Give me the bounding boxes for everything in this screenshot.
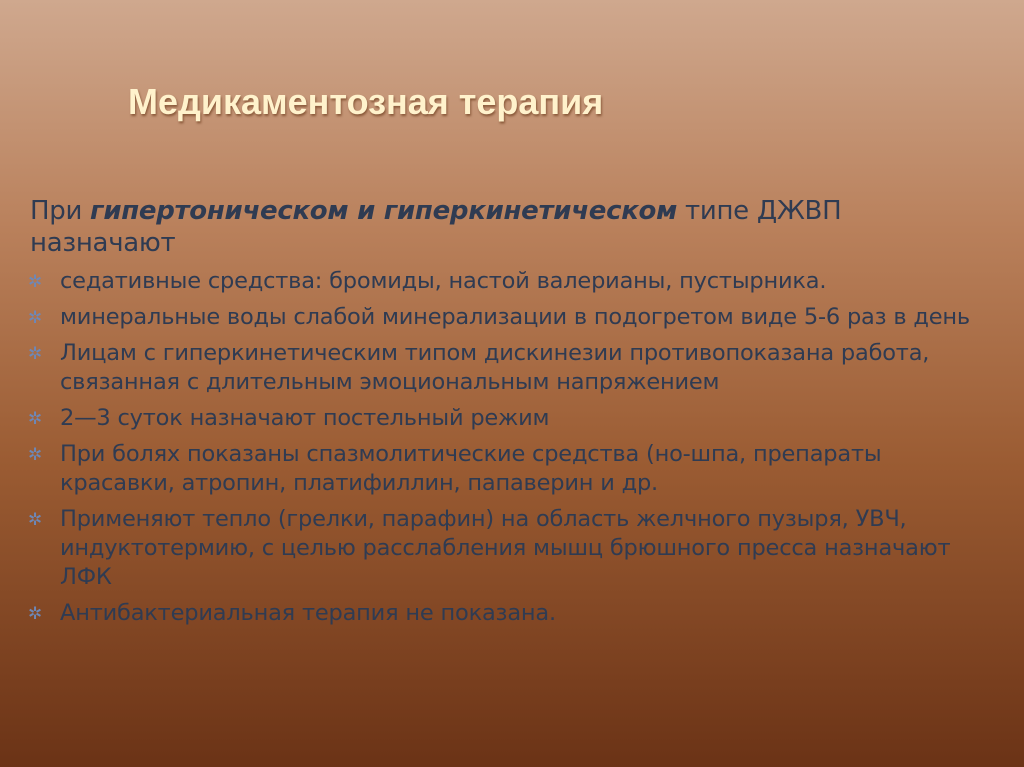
intro-suffix: типе ДЖВП назначают (30, 196, 842, 258)
asterisk-icon: ✲ (28, 409, 43, 429)
asterisk-icon: ✲ (28, 445, 43, 465)
bullet-list (30, 267, 990, 628)
intro-emphasis: гипертоническом и гиперкинетическом (90, 196, 678, 226)
bullet-item (30, 505, 990, 592)
bullet-item (30, 303, 990, 332)
bullet-text: седативные средства: бромиды, настой валерианы, пустырника. (60, 268, 827, 294)
bullet-item (30, 440, 990, 498)
asterisk-icon: ✲ (28, 604, 43, 624)
bullet-item (30, 599, 990, 628)
bullet-text: 2—3 суток назначают постельный режим (60, 405, 550, 431)
asterisk-icon: ✲ (28, 308, 43, 328)
asterisk-icon: ✲ (28, 510, 43, 530)
slide-title: Медикаментозная терапия (128, 81, 604, 122)
intro-paragraph (30, 195, 990, 259)
bullet-item (30, 267, 990, 296)
bullet-text: При болях показаны спазмолитические средства (но-шпа, препараты красавки, атропин, платифиллин, папаверин и др. (60, 441, 882, 496)
bullet-text: Применяют тепло (грелки, парафин) на область желчного пузыря, УВЧ, индуктотермию, с целью расслабления мышц брюшного пресса назначают ЛФК (60, 506, 951, 590)
bullet-item (30, 404, 990, 433)
bullet-text: Антибактериальная терапия не показана. (60, 600, 556, 626)
bullet-text: Лицам с гиперкинетическим типом дискинезии противопоказана работа, связанная с длительным эмоциональным напряжением (60, 340, 930, 395)
slide-body (30, 195, 990, 635)
asterisk-icon: ✲ (28, 272, 43, 292)
bullet-text: минеральные воды слабой минерализации в подогретом виде 5-6 раз в день (60, 304, 970, 330)
intro-prefix: При (30, 196, 91, 226)
asterisk-icon: ✲ (28, 344, 43, 364)
bullet-item (30, 339, 990, 397)
